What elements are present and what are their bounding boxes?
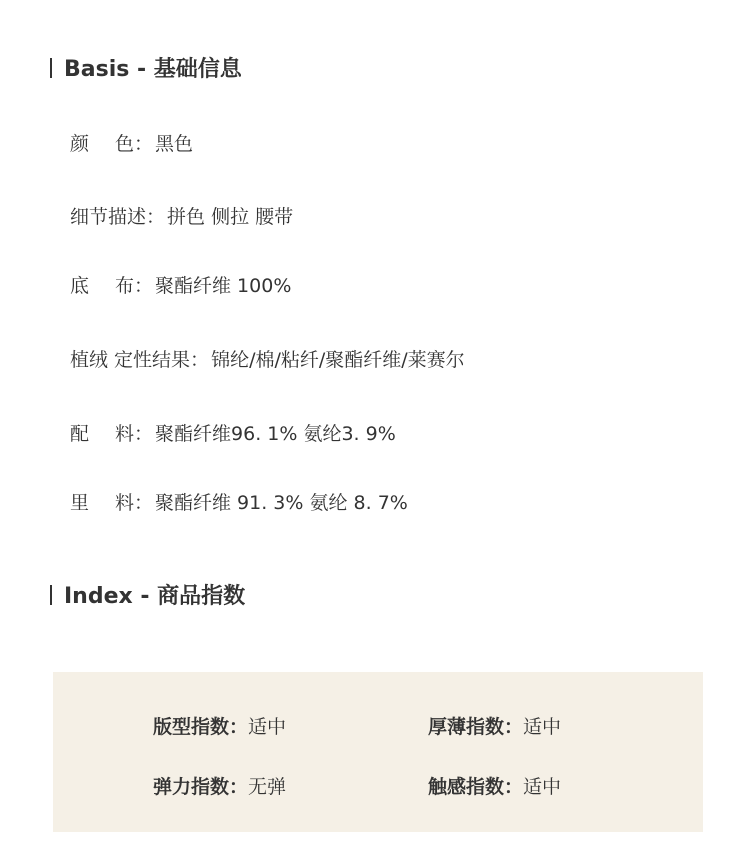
info-value: 聚酯纤维 91. 3% 氨纶 8. 7% bbox=[155, 491, 408, 514]
index-label: 弹力指数： bbox=[153, 775, 249, 798]
label-char: 里 bbox=[70, 491, 90, 514]
info-value: 锦纶/棉/粘纤/聚酯纤维/莱赛尔 bbox=[211, 348, 465, 371]
separator: ： bbox=[146, 205, 166, 228]
label-char: 底 bbox=[70, 274, 90, 297]
index-item-thickness bbox=[428, 712, 561, 738]
index-item-fit bbox=[153, 712, 286, 738]
index-label: 触感指数： bbox=[428, 775, 524, 798]
index-panel bbox=[53, 672, 703, 832]
index-section-title bbox=[50, 579, 245, 610]
index-label: 版型指数： bbox=[153, 715, 249, 738]
index-value: 无弹 bbox=[248, 775, 287, 798]
info-row-flocking bbox=[70, 345, 465, 371]
info-row-color bbox=[70, 129, 193, 155]
index-value: 适中 bbox=[523, 715, 562, 738]
info-row-detail bbox=[70, 202, 293, 228]
info-label bbox=[70, 419, 134, 446]
label-char: 颜 bbox=[70, 132, 90, 155]
info-label: 植绒 定性结果 bbox=[70, 348, 191, 371]
label-char: 料 bbox=[114, 422, 134, 445]
index-item-elasticity bbox=[153, 772, 286, 798]
title-bar-icon bbox=[50, 58, 52, 78]
info-label bbox=[70, 129, 134, 156]
info-value: 聚酯纤维96. 1% 氨纶3. 9% bbox=[155, 422, 396, 445]
info-row-base-fabric bbox=[70, 271, 291, 297]
basis-section-title bbox=[50, 52, 242, 83]
info-label bbox=[70, 488, 134, 515]
title-bar-icon bbox=[50, 585, 52, 605]
separator: ： bbox=[134, 274, 154, 297]
index-label: 厚薄指数： bbox=[428, 715, 524, 738]
separator: ： bbox=[190, 348, 210, 371]
label-char: 色 bbox=[114, 132, 134, 155]
separator: ： bbox=[134, 491, 154, 514]
info-value: 黑色 bbox=[155, 132, 194, 155]
info-row-accessory bbox=[70, 419, 396, 445]
index-title-text: Index - 商品指数 bbox=[64, 584, 246, 609]
info-row-lining bbox=[70, 488, 408, 514]
index-item-touch bbox=[428, 772, 561, 798]
index-value: 适中 bbox=[248, 715, 287, 738]
label-char: 料 bbox=[114, 491, 134, 514]
info-label bbox=[70, 271, 134, 298]
info-value: 聚酯纤维 100% bbox=[155, 274, 292, 297]
separator: ： bbox=[134, 422, 154, 445]
label-char: 配 bbox=[70, 422, 90, 445]
basis-title-text: Basis - 基础信息 bbox=[64, 57, 242, 82]
info-label: 细节描述 bbox=[70, 205, 147, 228]
separator: ： bbox=[134, 132, 154, 155]
index-value: 适中 bbox=[523, 775, 562, 798]
label-char: 布 bbox=[114, 274, 134, 297]
info-value: 拼色 侧拉 腰带 bbox=[167, 205, 294, 228]
